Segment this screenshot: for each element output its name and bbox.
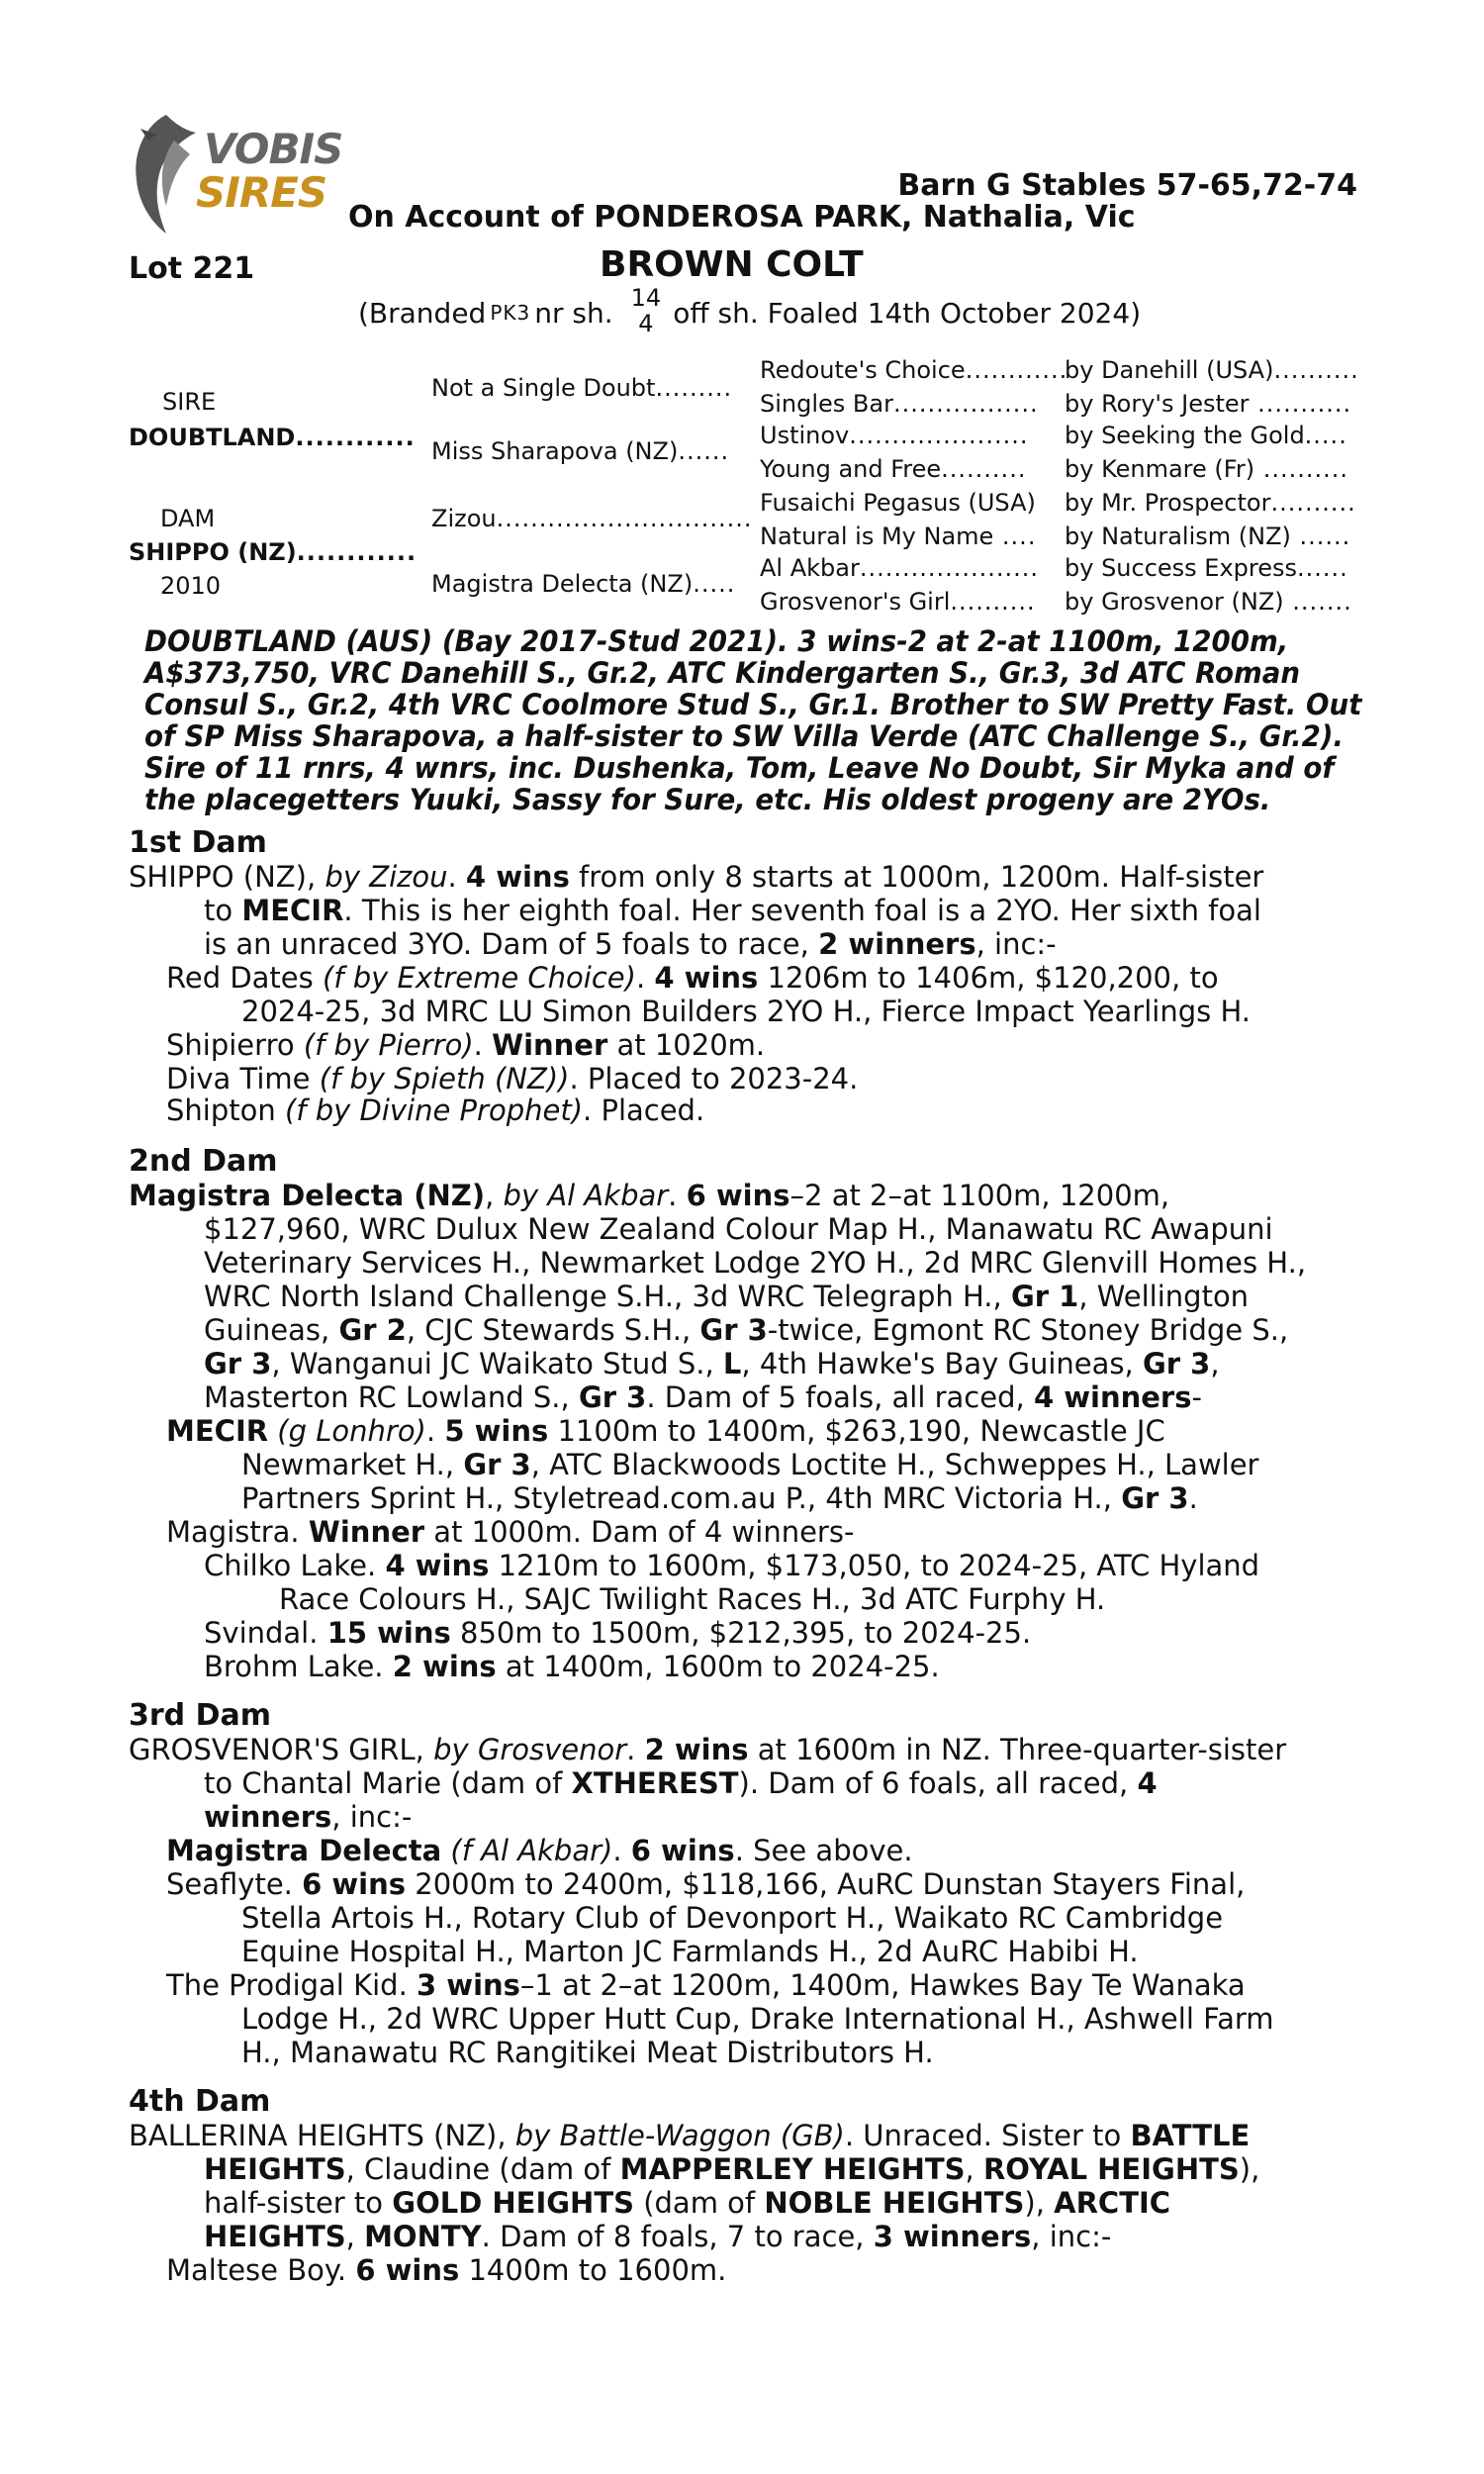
g2-item: Redoute's Choice............ bbox=[760, 356, 1068, 384]
brand-fraction bbox=[631, 285, 662, 336]
dam3-progeny: Seaflyte. 6 wins 2000m to 2400m, $118,166, AuRC Dunstan Stayers Final, bbox=[166, 1867, 1246, 1901]
g2-item: Al Akbar..................... bbox=[760, 554, 1040, 582]
g3-item: by Success Express...... bbox=[1065, 554, 1348, 582]
vobis-sires-logo bbox=[127, 111, 343, 239]
vendor-account: On Account of PONDEROSA PARK, Nathalia, Vic bbox=[348, 200, 1136, 235]
g2-item: Young and Free.......... bbox=[760, 455, 1027, 483]
dam2-grand-progeny: Brohm Lake. 2 wins at 1400m, 1600m to 2024-25. bbox=[204, 1650, 940, 1683]
brand-prefix: (Branded bbox=[358, 296, 487, 330]
lot-number: Lot 221 bbox=[129, 251, 255, 286]
g3-item: by Naturalism (NZ) ...... bbox=[1065, 523, 1351, 550]
sire-label: SIRE bbox=[162, 388, 217, 416]
section-heading-3rd-dam: 3rd Dam bbox=[129, 1698, 271, 1733]
dam-dam: Magistra Delecta (NZ)..... bbox=[431, 570, 736, 598]
dam1-line: to MECIR. This is her eighth foal. Her seventh foal is a 2YO. Her sixth foal bbox=[204, 894, 1261, 927]
dam1-line: is an unraced 3YO. Dam of 5 foals to race, 2 winners, inc:- bbox=[204, 927, 1057, 961]
dam1-progeny: Red Dates (f by Extreme Choice). 4 wins 1206m to 1406m, $120,200, to bbox=[166, 961, 1219, 995]
dam3-line: Lodge H., 2d WRC Upper Hutt Cup, Drake International H., Ashwell Farm bbox=[241, 2002, 1274, 2036]
dam2-line: Gr 3, Wanganui JC Waikato Stud S., L, 4th Hawke's Bay Guineas, Gr 3, bbox=[204, 1347, 1220, 1380]
dam3-line: H., Manawatu RC Rangitikei Meat Distributors H. bbox=[241, 2036, 934, 2069]
sire-summary-line: of SP Miss Sharapova, a half-sister to SW Villa Verde (ATC Challenge S., Gr.2). bbox=[144, 719, 1344, 753]
sire-summary bbox=[144, 625, 1422, 815]
dam2-line: $127,960, WRC Dulux New Zealand Colour Map H., Manawatu RC Awapuni bbox=[204, 1212, 1273, 1246]
dam-sire: Zizou.............................. bbox=[431, 505, 753, 532]
dam4-line: HEIGHTS, MONTY. Dam of 8 foals, 7 to race, 3 winners, inc:- bbox=[204, 2220, 1112, 2253]
dam-label: DAM bbox=[160, 505, 216, 532]
dam3-line: Equine Hospital H., Marton JC Farmlands H., 2d AuRC Habibi H. bbox=[241, 1935, 1139, 1968]
dam2-line: Race Colours H., SAJC Twilight Races H., 3d ATC Furphy H. bbox=[279, 1582, 1106, 1616]
g3-item: by Danehill (USA).......... bbox=[1065, 356, 1359, 384]
dam2-grand-progeny: Chilko Lake. 4 wins 1210m to 1600m, $173,050, to 2024-25, ATC Hyland bbox=[204, 1549, 1260, 1582]
sire-summary-line: DOUBTLAND (AUS) (Bay 2017-Stud 2021). 3 wins-2 at 2-at 1100m, 1200m, bbox=[144, 624, 1289, 658]
dam4-line: half-sister to GOLD HEIGHTS (dam of NOBLE HEIGHTS), ARCTIC bbox=[204, 2186, 1171, 2220]
dam1-line: SHIPPO (NZ), by Zizou. 4 wins from only 8 starts at 1000m, 1200m. Half-sister bbox=[129, 860, 1264, 894]
g2-item: Fusaichi Pegasus (USA) bbox=[760, 489, 1036, 517]
sire-dam: Miss Sharapova (NZ)...... bbox=[431, 437, 730, 465]
g2-item: Grosvenor's Girl.......... bbox=[760, 588, 1036, 616]
section-heading-4th-dam: 4th Dam bbox=[129, 2084, 271, 2119]
brand-fraction-top: 14 bbox=[630, 284, 662, 312]
section-heading-2nd-dam: 2nd Dam bbox=[129, 1144, 278, 1179]
dam2-line: Guineas, Gr 2, CJC Stewards S.H., Gr 3-twice, Egmont RC Stoney Bridge S., bbox=[204, 1313, 1289, 1347]
g2-item: Ustinov..................... bbox=[760, 422, 1029, 449]
dam2-line: WRC North Island Challenge S.H., 3d WRC Telegraph H., Gr 1, Wellington bbox=[204, 1280, 1250, 1313]
dam-name: SHIPPO (NZ)............ bbox=[129, 538, 417, 566]
logo-word-sires: SIRES bbox=[196, 168, 327, 217]
g3-item: by Grosvenor (NZ) ....... bbox=[1065, 588, 1352, 616]
dam4-line: HEIGHTS, Claudine (dam of MAPPERLEY HEIGHTS, ROYAL HEIGHTS), bbox=[204, 2152, 1260, 2186]
barn-location: Barn G Stables 57-65,72-74 bbox=[897, 168, 1357, 203]
dam2-line: Newmarket H., Gr 3, ATC Blackwoods Loctite H., Schweppes H., Lawler bbox=[241, 1448, 1259, 1481]
dam3-line: GROSVENOR'S GIRL, by Grosvenor. 2 wins at 1600m in NZ. Three-quarter-sister bbox=[129, 1733, 1287, 1766]
brand-suffix: off sh. Foaled 14th October 2024) bbox=[673, 296, 1142, 330]
g2-item: Natural is My Name .... bbox=[760, 523, 1037, 550]
g3-item: by Seeking the Gold..... bbox=[1065, 422, 1347, 449]
dam4-line: BALLERINA HEIGHTS (NZ), by Battle-Waggon (GB). Unraced. Sister to BATTLE bbox=[129, 2119, 1251, 2152]
dam3-progeny: Magistra Delecta (f Al Akbar). 6 wins. See above. bbox=[166, 1834, 913, 1867]
sire-summary-line: the placegetters Yuuki, Sassy for Sure, etc. His oldest progeny are 2YOs. bbox=[144, 783, 1271, 816]
sire-summary-line: Consul S., Gr.2, 4th VRC Coolmore Stud S., Gr.1. Brother to SW Pretty Fast. Out bbox=[144, 688, 1362, 721]
dam3-line: to Chantal Marie (dam of XTHEREST). Dam of 6 foals, all raced, 4 bbox=[204, 1766, 1158, 1800]
dam2-line: Magistra Delecta (NZ), by Al Akbar. 6 wins–2 at 2–at 1100m, 1200m, bbox=[129, 1179, 1170, 1212]
brand-description bbox=[358, 284, 1142, 338]
g2-item: Singles Bar................. bbox=[760, 390, 1039, 418]
g3-item: by Mr. Prospector.......... bbox=[1065, 489, 1356, 517]
dam3-line: winners, inc:- bbox=[204, 1800, 413, 1834]
dam3-line: Stella Artois H., Rotary Club of Devonport H., Waikato RC Cambridge bbox=[241, 1901, 1224, 1935]
dam1-progeny: Diva Time (f by Spieth (NZ)). Placed to 2023-24. bbox=[166, 1062, 859, 1095]
brand-middle: nr sh. bbox=[534, 296, 613, 330]
dam1-line: 2024-25, 3d MRC LU Simon Builders 2YO H., Fierce Impact Yearlings H. bbox=[241, 995, 1251, 1028]
dam1-progeny: Shipton (f by Divine Prophet). Placed. bbox=[166, 1094, 705, 1127]
dam1-progeny: Shipierro (f by Pierro). Winner at 1020m. bbox=[166, 1028, 766, 1062]
page-title: BROWN COLT bbox=[600, 244, 864, 285]
dam-foaled-year: 2010 bbox=[160, 572, 222, 600]
dam4-progeny: Maltese Boy. 6 wins 1400m to 1600m. bbox=[166, 2253, 727, 2287]
sire-sire: Not a Single Doubt......... bbox=[431, 374, 733, 402]
dam2-line: Veterinary Services H., Newmarket Lodge 2YO H., 2d MRC Glenvill Homes H., bbox=[204, 1246, 1307, 1280]
dam3-progeny: The Prodigal Kid. 3 wins–1 at 2–at 1200m, 1400m, Hawkes Bay Te Wanaka bbox=[166, 1968, 1246, 2002]
sire-summary-line: Sire of 11 rnrs, 4 wnrs, inc. Dushenka, Tom, Leave No Doubt, Sir Myka and of bbox=[144, 751, 1335, 785]
g3-item: by Rory's Jester ........... bbox=[1065, 390, 1352, 418]
dam2-grand-progeny: Svindal. 15 wins 850m to 1500m, $212,395, to 2024-25. bbox=[204, 1616, 1032, 1650]
brand-mark: PK3 bbox=[490, 301, 531, 325]
section-heading-1st-dam: 1st Dam bbox=[129, 825, 267, 860]
dam2-progeny: Magistra. Winner at 1000m. Dam of 4 winners- bbox=[166, 1515, 855, 1549]
logo-word-vobis: VOBIS bbox=[204, 125, 343, 173]
dam2-line: Partners Sprint H., Styletread.com.au P., 4th MRC Victoria H., Gr 3. bbox=[241, 1481, 1198, 1515]
sire-name: DOUBTLAND............ bbox=[129, 424, 416, 451]
brand-fraction-bottom: 4 bbox=[638, 310, 654, 337]
dam2-line: Masterton RC Lowland S., Gr 3. Dam of 5 foals, all raced, 4 winners- bbox=[204, 1380, 1202, 1414]
g3-item: by Kenmare (Fr) .......... bbox=[1065, 455, 1348, 483]
dam2-progeny: MECIR (g Lonhro). 5 wins 1100m to 1400m, $263,190, Newcastle JC bbox=[166, 1414, 1165, 1448]
sire-summary-line: A$373,750, VRC Danehill S., Gr.2, ATC Kindergarten S., Gr.3, 3d ATC Roman bbox=[144, 656, 1301, 690]
